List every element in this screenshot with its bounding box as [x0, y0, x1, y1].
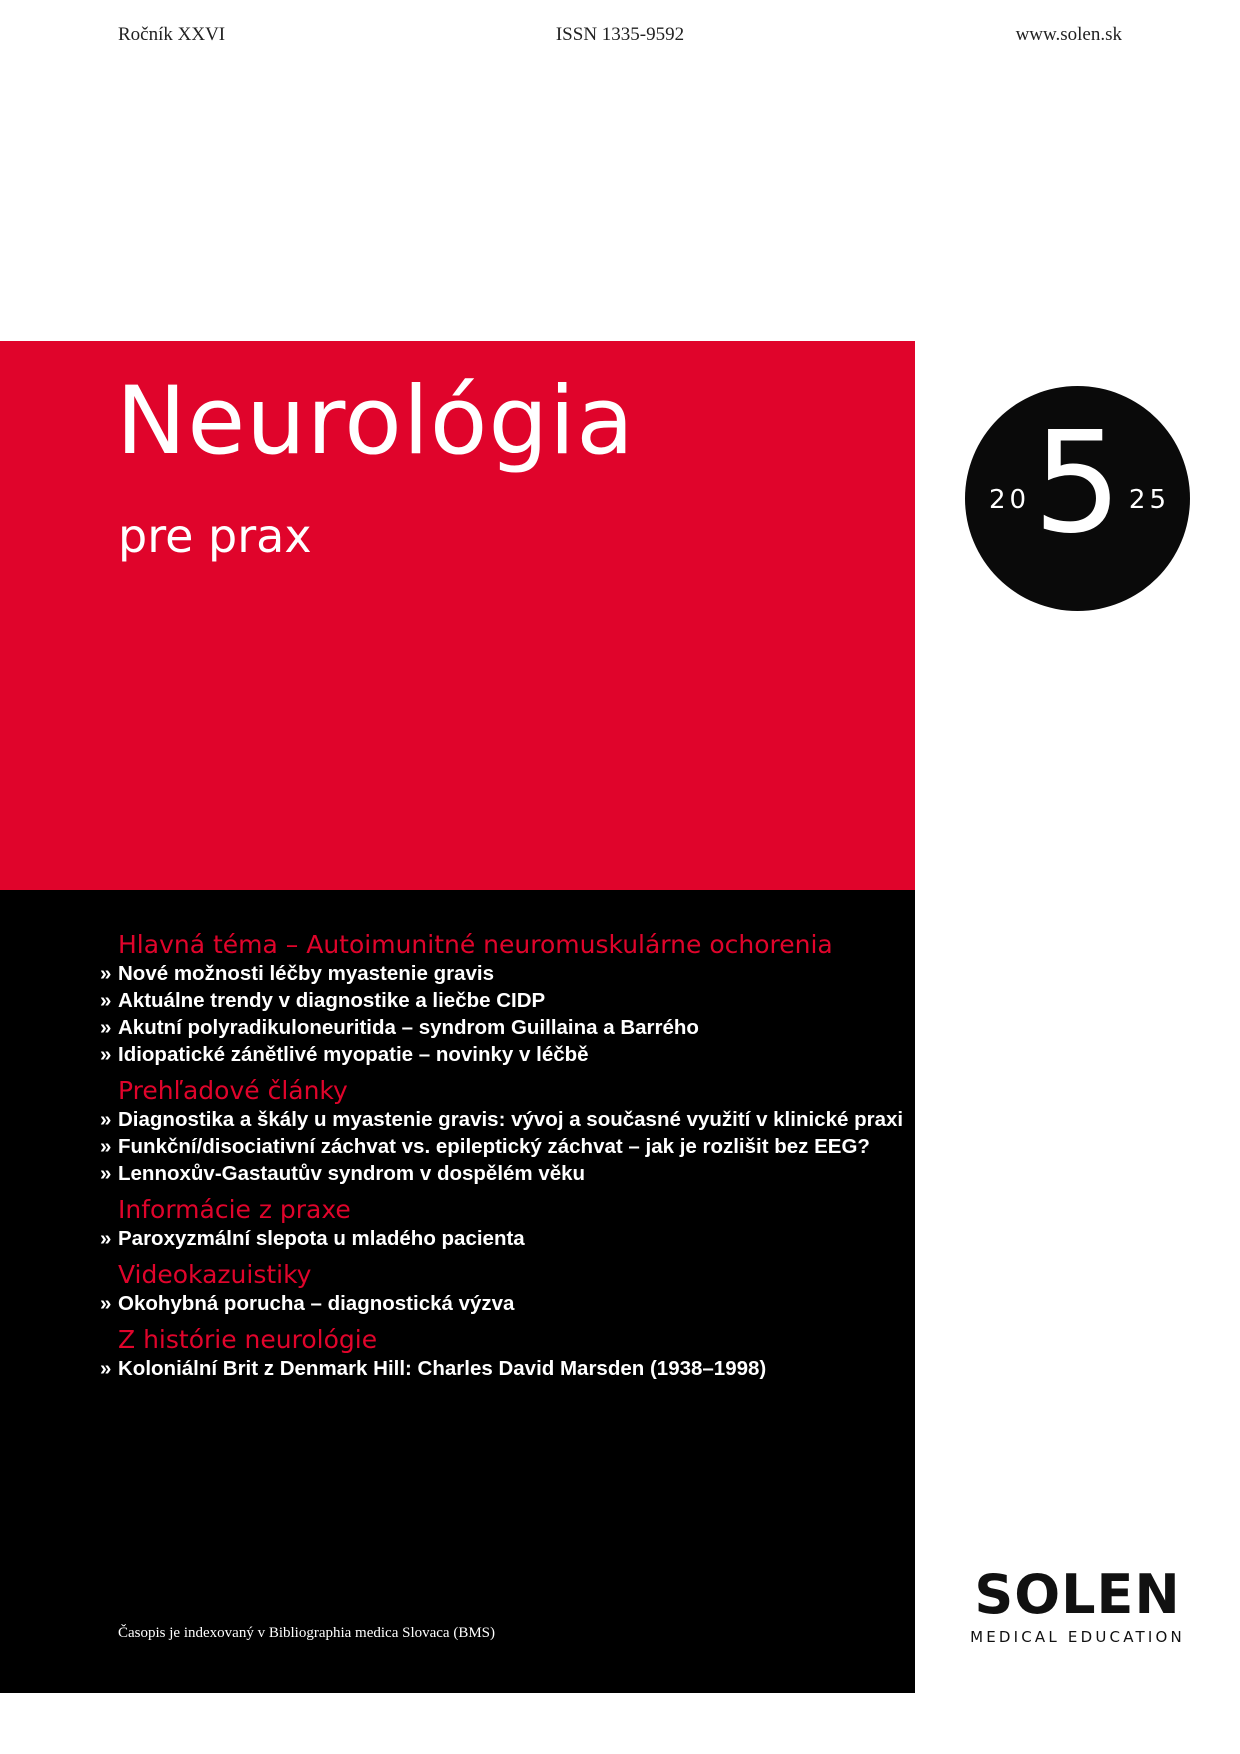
website-link[interactable]: www.solen.sk [1015, 24, 1122, 45]
article-marker: » [100, 1043, 112, 1066]
article-title: Nové možnosti léčby myastenie gravis [118, 962, 494, 985]
issue-year-right: 25 [1128, 485, 1170, 515]
section-heading: Z histórie neurológie [118, 1325, 378, 1354]
article-title: Paroxyzmální slepota u mladého pacienta [118, 1227, 525, 1250]
article-marker: » [100, 1016, 112, 1039]
article-title: Diagnostika a škály u myastenie gravis: vývoj a současné využití v klinické praxi [118, 1108, 904, 1131]
issue-year-left: 20 [989, 485, 1031, 515]
article-marker: » [100, 1135, 112, 1158]
section-history [100, 1325, 900, 1382]
article-marker: » [100, 1292, 112, 1315]
article-item[interactable] [100, 1355, 900, 1382]
section-heading: Prehľadové články [118, 1076, 348, 1105]
article-item[interactable] [100, 1133, 900, 1160]
table-of-contents [100, 930, 904, 1390]
article-item[interactable] [100, 987, 900, 1014]
article-marker: » [100, 1227, 112, 1250]
article-marker: » [100, 962, 112, 985]
article-title: Funkční/disociativní záchvat vs. epileptický záchvat – jak je rozlišit bez EEG? [118, 1135, 870, 1158]
article-title: Koloniální Brit z Denmark Hill: Charles David Marsden (1938–1998) [118, 1357, 767, 1380]
logo-tagline: MEDICAL EDUCATION [970, 1628, 1185, 1646]
article-marker: » [100, 989, 112, 1012]
article-title: Lennoxův-Gastautův syndrom v dospělém věku [118, 1162, 586, 1185]
volume-label: Ročník XXVI [118, 24, 226, 45]
section-heading: Hlavná téma – Autoimunitné neuromuskulárne ochorenia [118, 930, 833, 959]
article-item[interactable] [100, 1106, 904, 1133]
section-heading: Videokazuistiky [118, 1260, 312, 1289]
article-item[interactable] [100, 1160, 900, 1187]
section-heading: Informácie z praxe [118, 1195, 351, 1224]
article-marker: » [100, 1108, 112, 1131]
logo-wordmark: SOLEN [974, 1563, 1181, 1626]
header-bar [0, 24, 1240, 54]
article-marker: » [100, 1162, 112, 1185]
article-item[interactable] [100, 1225, 900, 1252]
section-main-topic [100, 930, 900, 1068]
article-item[interactable] [100, 1290, 900, 1317]
section-review-articles [100, 1076, 904, 1187]
article-title: Okohybná porucha – diagnostická výzva [118, 1292, 515, 1315]
article-marker: » [100, 1357, 112, 1380]
article-item[interactable] [100, 1041, 900, 1068]
journal-subtitle: pre prax [118, 509, 312, 563]
indexing-note: Časopis je indexovaný v Bibliographia medica Slovaca (BMS) [118, 1625, 496, 1641]
issue-badge [965, 386, 1190, 611]
issn-label: ISSN 1335-9592 [555, 24, 685, 45]
article-title: Idiopatické zánětlivé myopatie – novinky v léčbě [118, 1043, 589, 1066]
journal-title: Neurológia [116, 367, 635, 476]
section-practice-info [100, 1195, 900, 1252]
issue-number: 5 [1032, 402, 1123, 565]
section-video-cases [100, 1260, 900, 1317]
article-item[interactable] [100, 960, 900, 987]
article-title: Aktuálne trendy v diagnostike a liečbe CIDP [118, 989, 546, 1012]
solen-logo [965, 1563, 1190, 1646]
article-item[interactable] [100, 1014, 900, 1041]
article-title: Akutní polyradikuloneuritida – syndrom Guillaina a Barrého [118, 1016, 699, 1039]
